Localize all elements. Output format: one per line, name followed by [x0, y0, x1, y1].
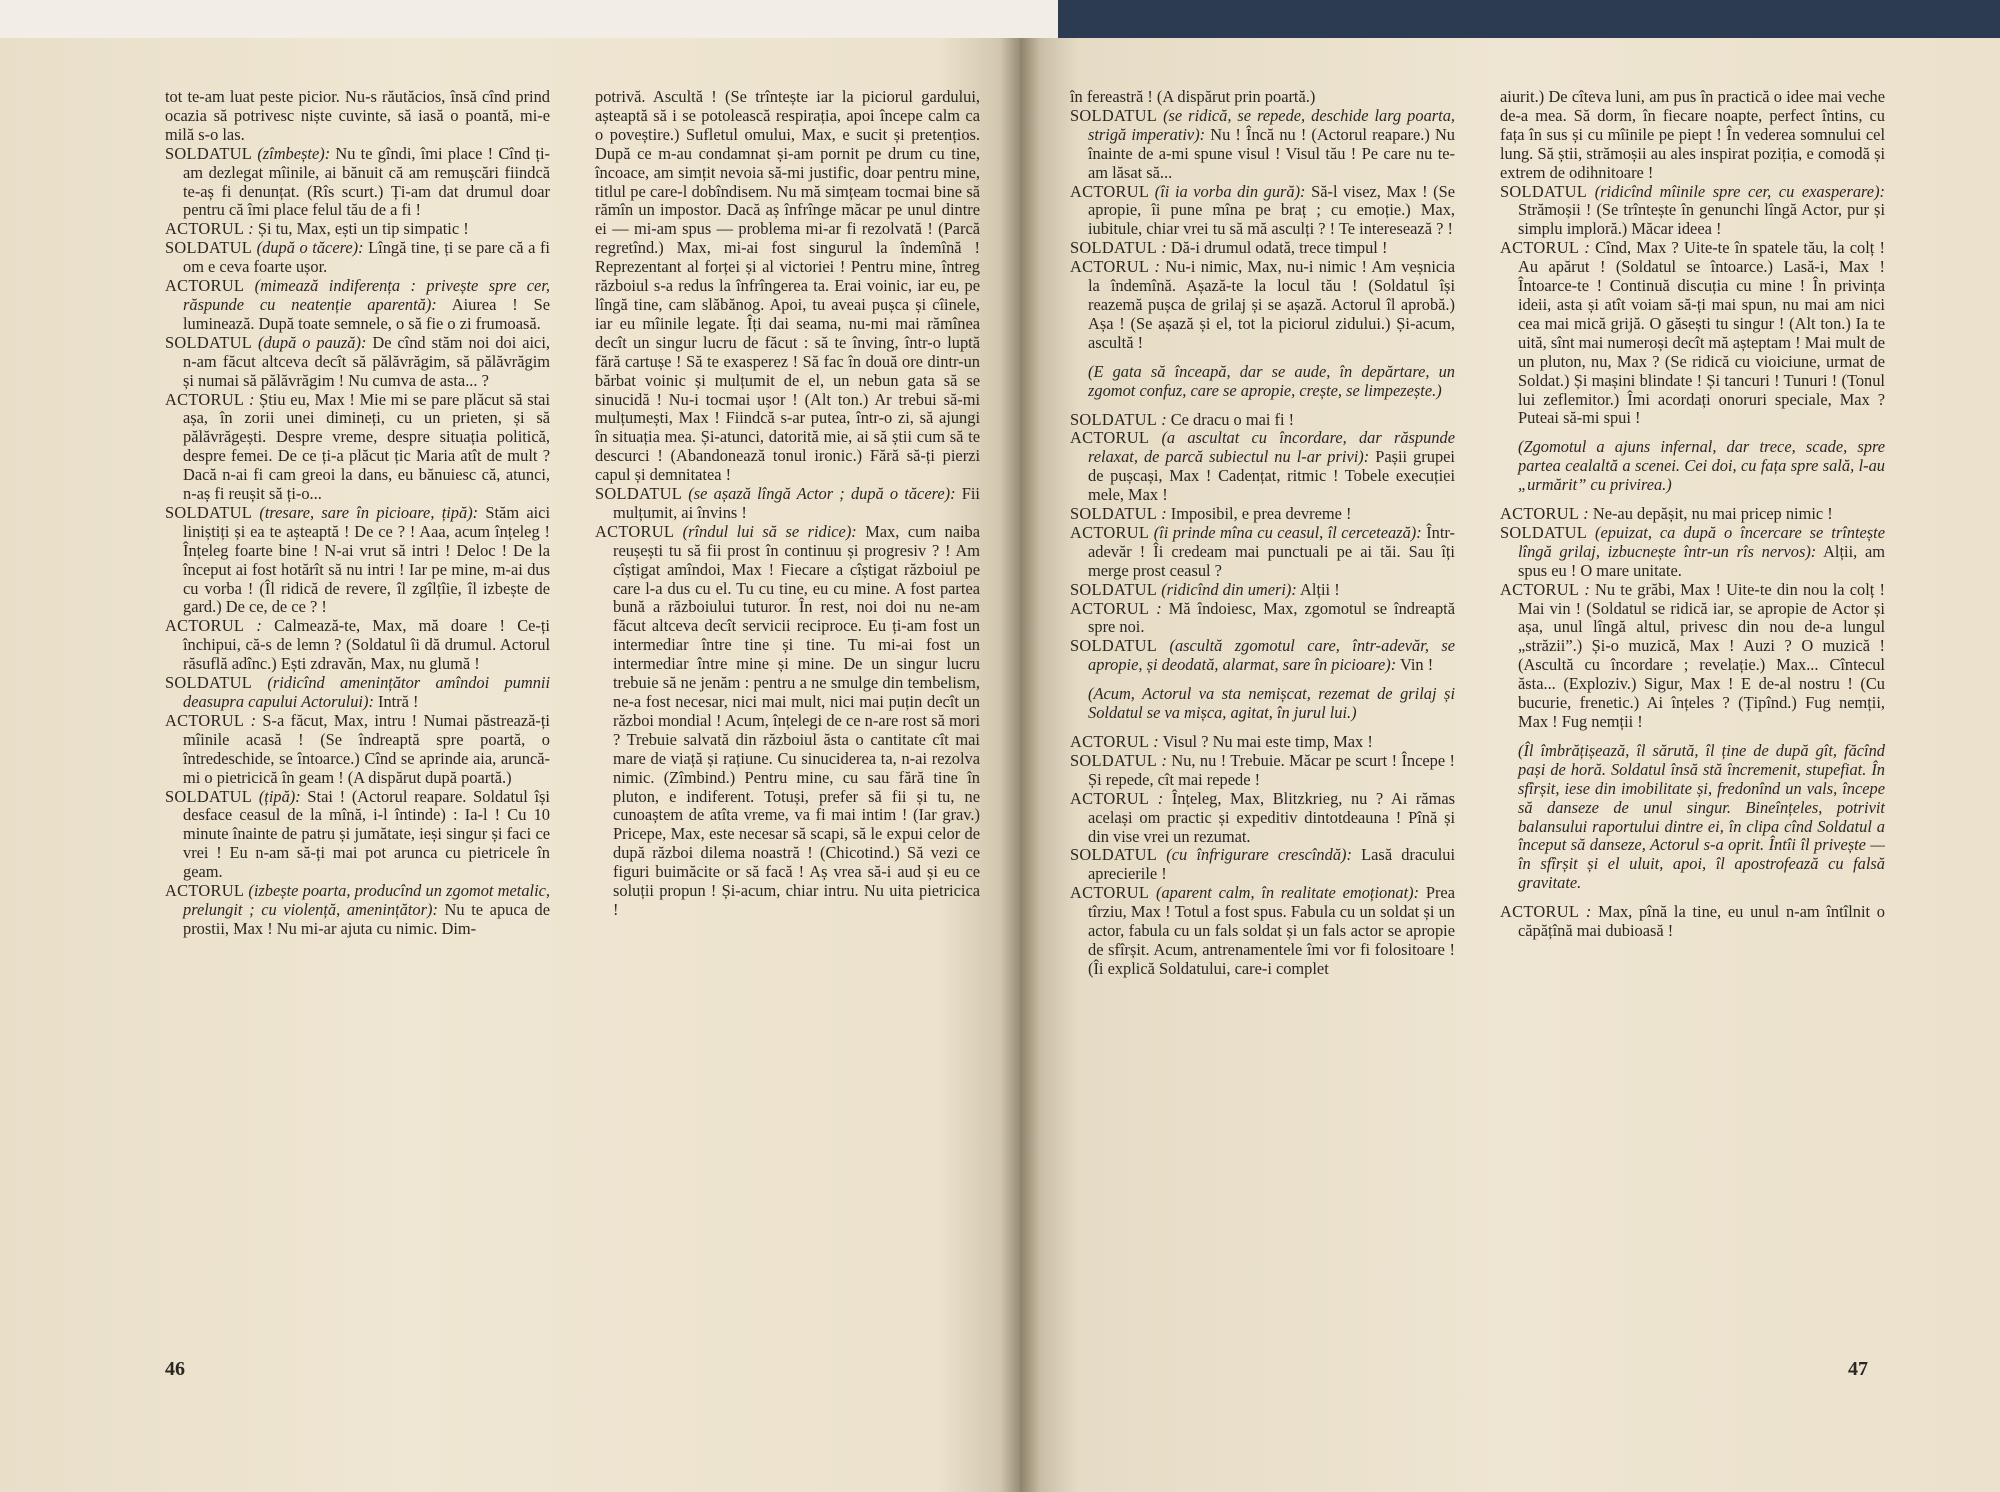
- dialogue-line: [1070, 846, 1455, 884]
- speaker-name: ACTORUL: [1500, 504, 1580, 524]
- speaker-direction: :: [1149, 732, 1159, 751]
- dialogue-line: [165, 239, 550, 277]
- speaker-name: SOLDATUL: [165, 786, 253, 806]
- continuation-text: potrivă. Ascultă ! (Se trîntește iar la piciorul gardului, așteaptă să i se potolească respirația, apoi începe calm ca o poveștire.) Sufletul omului, Max, e sucit și pretențios. După ce m-au condamnat și-am pornit pe drum cu tine, încoace, am simțit nevoia să-mi justific, doar pentru mine, titlul pe care-l dobîndisem. Nu mă simțeam tocmai bine să rămîn un impostor. Dacă aș înfrînge măcar pe unul dintre ei — mi-am spus — problema mi-ar fi rezolvată ! (Parcă regretînd.) Max, mi-ai fost singurul la îndemînă ! Reprezentant al forței și al victoriei ! Pentru mine, întreg războiul s-a redus la înfrîngerea ta. Erai voinic, iar eu, pe lîngă tine, cam slăbănog. Apoi, tu aveai pușca și cîinele, iar eu mîinile legate. Îți dai seama, nu-mi mai rămînea decît un singur lucru de făcut : să te înving, într-o luptă fără cartușe ! Să te exasperez ! Să fac în două ore dintr-un bărbat voinic și mulțumit de el, un nebun gata să se sinucidă ! Nu-i tocmai ușor ! (Alt ton.) Ar trebui să-mi mulțumești, Max ! Fiindcă s-ar putea, într-o zi, să ajungi în situația mea. Și-atunci, datorită mie, ai să știi cum să te descurci ! (Abandonează tonul ironic.) Fără să-ți pierzi capul și demnitatea !: [595, 88, 980, 485]
- dialogue-text: Imposibil, e prea devreme !: [1166, 504, 1352, 524]
- right-page-column-1: [1070, 88, 1455, 1358]
- right-page-column-2: [1500, 88, 1885, 1358]
- dialogue-text: Nu te grăbi, Max ! Uite-te din nou la colț ! Mai vin ! (Soldatul se ridică iar, se apropie de Actor și așa, unul lîngă altul, privesc din nou de-a lungul „străzii”.) Și-o muzică, Max ! Auzi ? O muzică ! (Ascultă cu încordare ; revelație.) Max... Cîntecul ăsta... (Exploziv.) Sigur, Max ! E de-al nostru ! (Cu bucurie, frenetic.) Ai înțeles ? (Țipînd.) Fug nemții, Max ! Fug nemții !: [1518, 579, 1885, 731]
- dialogue-line: [1070, 790, 1455, 847]
- dialogue-text: Mă îndoiesc, Max, zgomotul se îndreaptă spre noi.: [1088, 598, 1455, 637]
- dialogue-line: [1070, 581, 1455, 600]
- dialogue-text: Nu te apuca de prostii, Max ! Nu mi-ar ajuta cu nimic. Dim-: [183, 899, 550, 938]
- speaker-direction: (aparent calm, în realitate emoționat):: [1149, 883, 1420, 903]
- speaker-name: SOLDATUL: [1070, 750, 1158, 770]
- speaker-direction: :: [1149, 788, 1164, 808]
- dialogue-line: [1070, 429, 1455, 505]
- dialogue-line: [1070, 600, 1455, 638]
- dialogue-text: S-a făcut, Max, intru ! Numai păstrează-ți mîinile acasă ! (Se îndreaptă spre poartă, o întredeschide, se întoarce.) Cînd se aprinde aia, aruncă-mi o pietricică în geam ! (A dispărut după poartă.): [183, 710, 550, 787]
- dialogue-text: De cînd stăm noi doi aici, n-am făcut altceva decît să pălăvrăgim, să pălăvrăgim și numai să pălăvrăgim ! Nu cumva de asta... ?: [183, 332, 550, 390]
- dialogue-text: Max, cum naiba reușești tu să fii prost în continuu și progresiv ? ! Am cîștigat amîndoi, Max ! Fiecare a cîștigat războiul pe care l-a dus cu el. Tu cu tine, eu cu mine. A fost partea bună a războiului tuturor. În rest, noi doi nu ne-am făcut altceva decît servicii reciproce. Eu ți-am fost un intermediar între tine și tine. Tu mi-ai fost un intermediar între mine și mine. De un singur lucru trebuie să ne jenăm : pentru a ne smulge din tembelism, ne-a fost necesar, nici mai mult, nici mai puțin decît un război mondial ! Acum, înțelegi de ce n-are rost să mori ? Trebuie salvată din războiul ăsta o cantitate cît mai mare de viață și rațiune. Cu sinuciderea ta, n-ai rezolva nimic. (Zîmbind.) Pentru mine, cu sau fără tine în pluton, e indiferent. Totuși, prefer să fii și tu, ne cunoaștem de atîta vreme, va fi mai intim ! (Iar grav.) Pricepe, Max, este necesar să scapi, să le expui celor de după război dilema noastră ! (Chicotind.) Să vezi ce figuri buimăcite or să facă ! Aș vrea să-i aud și eu ce soluții propun ! Și-acum, chiar intru. Nu uita pietricica !: [613, 521, 980, 919]
- dialogue-text: Aiurea ! Se luminează. După toate semnele, o să fie o zi frumoasă.: [183, 294, 550, 333]
- speaker-name: SOLDATUL: [1070, 409, 1158, 429]
- speaker-name: ACTORUL: [165, 276, 245, 296]
- dialogue-line: [595, 485, 980, 523]
- book-gutter: [1000, 38, 1040, 1492]
- speaker-name: SOLDATUL: [165, 238, 253, 258]
- dialogue-text: Și tu, Max, ești un tip simpatic !: [253, 219, 469, 239]
- stage-direction: (Acum, Actorul va sta nemișcat, rezemat de grilaj și Soldatul se va mișca, agitat, în jurul lui.): [1088, 684, 1455, 723]
- speaker-direction: (ascultă zgomotul care, într-adevăr, se apropie, și deodată, alarmat, sare în picioare):: [1088, 636, 1455, 675]
- dialogue-text: Ce dracu o mai fi !: [1166, 409, 1295, 429]
- speaker-name: SOLDATUL: [165, 673, 253, 693]
- speaker-direction: :: [244, 710, 257, 730]
- speaker-name: ACTORUL: [1070, 257, 1150, 277]
- speaker-direction: (epuizat, ca după o încercare se trîntește lîngă grilaj, izbucnește într-un rîs nervos):: [1518, 522, 1885, 561]
- speaker-name: ACTORUL: [1070, 883, 1150, 903]
- dialogue-text: Lîngă tine, ți se pare că a fi om e ceva foarte ușor.: [183, 238, 550, 277]
- dialogue-text: Visul ? Nu mai este timp, Max !: [1158, 732, 1373, 751]
- dialogue-text: Știu eu, Max ! Mie mi se pare plăcut să stai așa, în zorii unei dimineți, cu un prieten, și să pălăvrăgești. Despre vreme, despre situația politică, despre femei. De ce ți-a plăcut țic Maria atît de mult ? Dacă n-ai fi cam greoi la dans, eu bănuiesc că, atunci, n-aș fi reușit să ți-o...: [183, 389, 550, 504]
- dialogue-text: Intră !: [373, 692, 419, 711]
- page-number-left: 46: [165, 1358, 185, 1380]
- speaker-direction: (ridicînd mîinile spre cer, cu exasperare):: [1587, 181, 1885, 201]
- page-number-right: 47: [1848, 1358, 1868, 1380]
- speaker-direction: (tresare, sare în picioare, țipă):: [252, 502, 479, 522]
- dialogue-line: [165, 220, 550, 239]
- speaker-direction: (se ridică, se repede, deschide larg poarta, strigă imperativ):: [1088, 105, 1455, 144]
- speaker-direction: (a ascultat cu încordare, dar răspunde relaxat, de parcă subiectul nu l-ar privi):: [1088, 428, 1455, 467]
- dialogue-text: Alții !: [1296, 579, 1340, 599]
- speaker-name: ACTORUL: [165, 616, 245, 636]
- speaker-name: ACTORUL: [1500, 902, 1580, 922]
- dialogue-text: Pașii grupei de pușcași, Max ! Cadențat, ritmic ! Tobele execuției mele, Max !: [1088, 447, 1455, 505]
- dialogue-line: [1070, 411, 1455, 430]
- speaker-name: ACTORUL: [1500, 238, 1580, 258]
- dialogue-line: [1070, 505, 1455, 524]
- speaker-direction: (rîndul lui să se ridice):: [674, 521, 857, 541]
- dialogue-line: [1070, 258, 1455, 353]
- dialogue-text: Stăm aici liniștiți și ea te așteaptă ! De ce ? ! Aaa, acum înțeleg ! Înțeleg foarte bine ! N-ai vrut să intri ! Deloc ! De la început ai fost hotărît să nu intri ! Iar pe mine, m-ai dus cu vorba ! (Îl ridică de revere, îl zgîlțîie, îl izbește de gard.) De ce, de ce ? !: [183, 502, 550, 617]
- dialogue-line: [1500, 581, 1885, 732]
- speaker-direction: (izbește poarta, producînd un zgomot metalic, prelungit ; cu violență, amenințător):: [183, 881, 550, 919]
- dialogue-text: Nu ! Încă nu ! (Actorul reapare.) Nu înainte de a-mi spune visul ! Visul tău ! Pe care nu te-am lăsat să...: [1088, 124, 1455, 182]
- speaker-direction: (ridicînd amenințător amîndoi pumnii deasupra capului Actorului):: [183, 673, 550, 711]
- speaker-name: SOLDATUL: [1500, 181, 1588, 201]
- dialogue-line: [165, 391, 550, 504]
- speaker-direction: (se așază lîngă Actor ; după o tăcere):: [682, 484, 956, 504]
- speaker-direction: (țipă):: [252, 786, 301, 806]
- speaker-direction: :: [244, 389, 255, 409]
- dialogue-line: [1500, 524, 1885, 581]
- speaker-direction: :: [1157, 750, 1167, 770]
- speaker-direction: :: [1157, 409, 1167, 429]
- speaker-name: SOLDATUL: [1070, 105, 1158, 125]
- dialogue-line: [165, 674, 550, 712]
- dialogue-line: [1500, 183, 1885, 240]
- dialogue-line: [165, 145, 550, 221]
- dialogue-line: [1070, 733, 1455, 752]
- left-page-column-2: [595, 88, 980, 1358]
- speaker-direction: :: [1579, 579, 1590, 599]
- speaker-direction: :: [1157, 504, 1167, 524]
- dialogue-line: [595, 523, 980, 920]
- speaker-direction: (cu înfrigurare crescîndă):: [1157, 845, 1352, 865]
- speaker-direction: :: [1579, 238, 1590, 258]
- speaker-name: SOLDATUL: [1500, 522, 1588, 542]
- dialogue-text: Calmează-te, Max, mă doare ! Ce-ți închipui, că-s de lemn ? (Soldatul îi dă drumul. Actorul răsuflă adînc.) Ești zdravăn, Max, nu glumă !: [183, 616, 550, 674]
- speaker-name: ACTORUL: [1070, 598, 1150, 618]
- speaker-direction: :: [1157, 238, 1167, 258]
- dialogue-text: Nu te gîndi, îmi place ! Cînd ți-am dezlegat mîinile, ai bănuit că am remușcări fiindcă te-aș fi denunțat. (Rîs scurt.) Ți-am dat drumul doar pentru că îmi place felul tău de a fi !: [183, 143, 550, 220]
- dialogue-text: Prea tîrziu, Max ! Totul a fost spus. Fabula cu un soldat și un actor, fabula cu un fals soldat și un fals actor se apropie de sfîrșit. Acum, antrenamentele îmi vor fi folositoare ! (Îi explică Soldatului, care-i complet: [1088, 883, 1455, 978]
- speaker-direction: (după o pauză):: [252, 332, 367, 352]
- dialogue-text: Nu-i nimic, Max, nu-i nimic ! Am veșnicia la îndemînă. Așază-te la locul tău ! (Soldatul își reazemă pușca de grilaj și se așază. Actorul îl aprobă.) Așa ! (Se așază și el, tot la piciorul zidului.) Și-acum, ascultă !: [1088, 257, 1455, 352]
- dialogue-text: Dă-i drumul odată, trece timpul !: [1166, 238, 1388, 258]
- dialogue-text: Cînd, Max ? Uite-te în spatele tău, la colț ! Au apărut ! (Soldatul se întoarce.) Lasă-i, Max ! Întoarce-te ! Continuă discuția cu mine ! În privința ideii, asta și atît voiam să-ți mai spun, nu mai am nici cea mai mică grijă. O găsești tu singur ! (Alt ton.) Ia te uită, sînt mai numeroși decît mă așteptam ! Mai mult de un pluton, nu, Max ? (Se ridică cu vioiciune, urmat de Soldat.) Și mașini blindate ! Și tancuri ! Tunuri ! (Tonul lui zeflemitor.) Îmi acordați onoruri speciale, Max ? Puteai să-mi spui !: [1518, 238, 1885, 428]
- speaker-name: SOLDATUL: [1070, 504, 1158, 524]
- dialogue-line: [1070, 884, 1455, 979]
- dialogue-text: Max, pînă la tine, eu unul n-am întîlnit o căpățînă mai dubioasă !: [1518, 902, 1885, 941]
- dialogue-text: Strămoșii ! (Se trîntește în genunchi lîngă Actor, pur și simplu imploră.) Măcar ideea !: [1518, 200, 1885, 239]
- speaker-name: ACTORUL: [1070, 181, 1150, 201]
- speaker-name: ACTORUL: [1070, 522, 1150, 542]
- dialogue-line: [1070, 183, 1455, 240]
- dialogue-text: Vin !: [1396, 655, 1434, 675]
- dialogue-text: Fii mulțumit, ai învins !: [613, 484, 980, 522]
- dialogue-text: Alții, am spus eu ! O mare unitate.: [1518, 541, 1885, 580]
- speaker-direction: (zîmbește):: [252, 143, 331, 163]
- speaker-direction: :: [1579, 902, 1592, 922]
- dialogue-line: [1500, 505, 1885, 524]
- speaker-name: SOLDATUL: [1070, 636, 1158, 656]
- speaker-name: ACTORUL: [595, 521, 675, 541]
- dialogue-line: [165, 334, 550, 391]
- speaker-direction: :: [1149, 598, 1162, 618]
- dialogue-line: [165, 617, 550, 674]
- stage-direction: (Îl îmbrățișează, îl sărută, îl ține de după gît, făcînd pași de horă. Soldatul însă stă încremenit, stupefiat. În sfîrșit, iese din imobilitate și, fredonînd un vals, începe să danseze de unul singur. Bineînțeles, potrivit balansului raportului dintre ei, în clipa cînd Soldatul a început să danseze, Actorul s-a oprit. Întîi îl privește — în sfîrșit și el uluit, apoi, îl apostrofează cu falsă gravitate.: [1518, 740, 1885, 893]
- speaker-name: SOLDATUL: [1070, 845, 1158, 865]
- dialogue-line: [1070, 752, 1455, 790]
- speaker-name: ACTORUL: [1500, 579, 1580, 599]
- speaker-direction: (îi ia vorba din gură):: [1149, 181, 1306, 201]
- speaker-name: ACTORUL: [165, 881, 245, 901]
- speaker-name: SOLDATUL: [1070, 238, 1158, 258]
- speaker-direction: :: [244, 219, 254, 239]
- continuation-text: aiurit.) De cîteva luni, am pus în practică o idee mai veche de-a mea. Să dorm, în fiecare noapte, perfect întins, cu fața în sus și cu mîinile pe piept ! În vederea somnului cel lung. Să știi, strămoșii au ales inspirat poziția, e comodă și extrem de odihnitoare !: [1500, 88, 1885, 182]
- speaker-name: ACTORUL: [165, 219, 245, 239]
- speaker-name: ACTORUL: [165, 710, 245, 730]
- dialogue-line: [1500, 903, 1885, 941]
- speaker-direction: (îi prinde mîna cu ceasul, îl cercetează):: [1149, 522, 1422, 542]
- speaker-direction: :: [1579, 504, 1589, 524]
- speaker-name: ACTORUL: [1070, 428, 1150, 448]
- speaker-name: SOLDATUL: [165, 332, 253, 352]
- dialogue-line: [1070, 107, 1455, 183]
- stage-direction: (E gata să înceapă, dar se aude, în depărtare, un zgomot confuz, care se apropie, crește, se limpezește.): [1088, 361, 1455, 400]
- dialogue-text: Să-l visez, Max ! (Se apropie, îi pune mîna pe braț ; cu emoție.) Max, iubitule, chiar vrei tu să mă asculți ? ! Te interesează ? !: [1088, 181, 1455, 239]
- dialogue-line: [1070, 524, 1455, 581]
- dialogue-line: [165, 277, 550, 334]
- continuation-text: în fereastră ! (A dispărut prin poartă.): [1070, 88, 1316, 106]
- dialogue-line: [165, 882, 550, 939]
- stage-direction: (Zgomotul a ajuns infernal, dar trece, scade, spre partea cealaltă a scenei. Cei doi, cu fața spre sală, l-au „urmărit” cu privirea.): [1518, 437, 1885, 495]
- speaker-name: SOLDATUL: [165, 143, 253, 163]
- left-page-column-1: [165, 88, 550, 1358]
- book-cover-edge: [1058, 0, 2000, 40]
- speaker-direction: :: [244, 616, 262, 636]
- speaker-direction: (după o tăcere):: [252, 238, 364, 258]
- speaker-name: SOLDATUL: [1070, 579, 1158, 599]
- speaker-direction: (mimează indiferența : privește spre cer, răspunde cu neatenție aparentă):: [183, 276, 550, 314]
- speaker-name: ACTORUL: [1070, 788, 1150, 808]
- dialogue-text: Stai ! (Actorul reapare. Soldatul își desface ceasul de la mînă, i-l întinde) : Ia-l ! Cu 10 minute înainte de patru și jumătate, ieși singur și faci ce vrei ! Eu n-am să-ți mai pot arunca cu pietricele în geam.: [183, 786, 550, 882]
- dialogue-line: [1070, 637, 1455, 675]
- dialogue-text: Nu, nu ! Trebuie. Măcar pe scurt ! Începe ! Și repede, cît mai repede !: [1088, 750, 1455, 789]
- dialogue-text: Înțeleg, Max, Blitzkrieg, nu ? Ai rămas același om practic și expeditiv dintotdeauna ! Pînă și din vise vrei un rezumat.: [1088, 788, 1455, 846]
- dialogue-line: [1500, 239, 1885, 428]
- dialogue-text: Într-adevăr ! Îi credeam mai punctuali pe ai tăi. Sau îți merge prost ceasul ?: [1088, 522, 1455, 580]
- speaker-direction: (ridicînd din umeri):: [1157, 579, 1297, 599]
- speaker-name: ACTORUL: [165, 389, 245, 409]
- speaker-name: ACTORUL: [1070, 732, 1150, 751]
- dialogue-text: Lasă dracului aprecierile !: [1088, 845, 1455, 884]
- dialogue-text: Ne-au depășit, nu mai pricep nimic !: [1588, 504, 1833, 524]
- dialogue-line: [165, 504, 550, 617]
- speaker-name: SOLDATUL: [595, 484, 683, 504]
- dialogue-line: [165, 712, 550, 788]
- dialogue-line: [165, 788, 550, 883]
- dialogue-line: [1070, 239, 1455, 258]
- speaker-name: SOLDATUL: [165, 502, 253, 522]
- continuation-text: tot te-am luat peste picior. Nu-s răutăcios, însă cînd prind ocazia să potrivesc niște cuvinte, să iasă o poantă, mi-e milă s-o las.: [165, 88, 550, 144]
- speaker-direction: :: [1149, 257, 1161, 277]
